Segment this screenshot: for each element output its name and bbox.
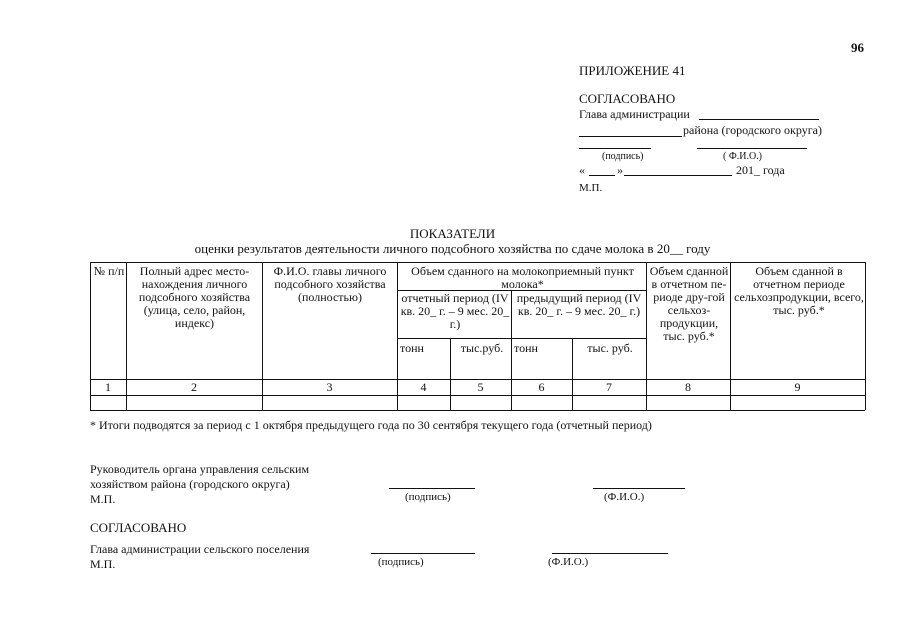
indicators-table: [90, 262, 865, 410]
header-tons-prev: тонн: [514, 341, 538, 355]
date-year: 201_ года: [736, 163, 785, 177]
header-address: Полный адрес место-нахождения личного подсобного хозяйства (улица, село, район, индекс): [138, 264, 251, 330]
header-current-period: отчетный период (IV кв. 20_ г. – 9 мес. 20_ г.): [400, 291, 510, 331]
approval-district: района (городского округа): [683, 123, 822, 137]
date-day-line: [589, 175, 615, 176]
approval-signature-caption: (подпись): [602, 151, 644, 162]
col-number-4: 4: [420, 380, 427, 394]
header-owner-name: Ф.И.О. главы личного подсобного хозяйства (полностью): [273, 264, 387, 304]
settlement-signature-line: [371, 553, 475, 554]
date-month-line: [624, 175, 732, 176]
document-subtitle: оценки результатов деятельности личного подсобного хозяйства по сдаче молока в 20__ году: [194, 241, 711, 256]
approval-name-caption: ( Ф.И.О.): [723, 151, 763, 162]
header-tons: тонн: [400, 341, 424, 355]
settlement-name-caption: (Ф.И.О.): [548, 556, 589, 568]
approval-head-line: Глава администрации: [579, 107, 690, 121]
settlement-line-1: Глава администрации сельского поселения: [90, 542, 310, 556]
document-title: ПОКАЗАТЕЛИ: [409, 226, 496, 241]
header-thousand-rub-prev: тыс. руб.: [587, 341, 633, 355]
settlement-title: СОГЛАСОВАНО: [90, 520, 187, 535]
date-open-quote: «: [579, 163, 585, 177]
manager-line-1: Руководитель органа управления сельским: [90, 462, 310, 476]
district-line: [579, 136, 682, 137]
manager-signature-line: [389, 488, 475, 489]
date-close-quote: »: [617, 163, 623, 177]
manager-signature-caption: (подпись): [405, 491, 451, 503]
approval-title: СОГЛАСОВАНО: [579, 91, 676, 106]
manager-name-line: [593, 488, 685, 489]
manager-name-caption: (Ф.И.О.): [604, 491, 645, 503]
col-number-1: 1: [105, 380, 111, 394]
settlement-name-line: [552, 553, 668, 554]
approval-name-line: [697, 148, 807, 149]
col-number-9: 9: [794, 380, 801, 394]
col-number-2: 2: [191, 380, 197, 394]
col-number-7: 7: [606, 380, 612, 394]
header-number: № п/п: [93, 264, 125, 278]
col-number-5: 5: [477, 380, 484, 394]
manager-stamp: М.П.: [90, 492, 116, 506]
col-number-3: 3: [326, 380, 333, 394]
page-number: 96: [851, 40, 864, 55]
approval-signature-line: [579, 148, 651, 149]
header-total-products: Объем сданной в отчетном периоде сельхозпродукции, всего, тыс. руб.*: [734, 264, 864, 317]
settlement-stamp: М.П.: [90, 557, 116, 571]
settlement-signature-caption: (подпись): [378, 556, 424, 568]
manager-line-2: хозяйством района (городского округа): [90, 477, 290, 491]
header-other-products: Объем сданной в отчетном пе-риоде дру-гой сельхоз-продукции, тыс. руб.*: [649, 264, 729, 343]
col-number-8: 8: [685, 380, 691, 394]
header-thousand-rub: тыс.руб.: [460, 341, 504, 355]
header-previous-period: предыдущий период (IV кв. 20_ г. – 9 мес. 20_ г.): [516, 291, 642, 318]
appendix-label: ПРИЛОЖЕНИЕ 41: [579, 63, 686, 78]
footnote: * Итоги подводятся за период с 1 октября предыдущего года по 30 сентября текущего года (отчетный период): [90, 418, 652, 432]
header-milk-volume: Объем сданного на молокоприемный пункт молока*: [411, 264, 634, 291]
col-number-6: 6: [538, 380, 545, 394]
head-name-line: [699, 119, 819, 120]
approval-stamp: М.П.: [579, 182, 603, 194]
